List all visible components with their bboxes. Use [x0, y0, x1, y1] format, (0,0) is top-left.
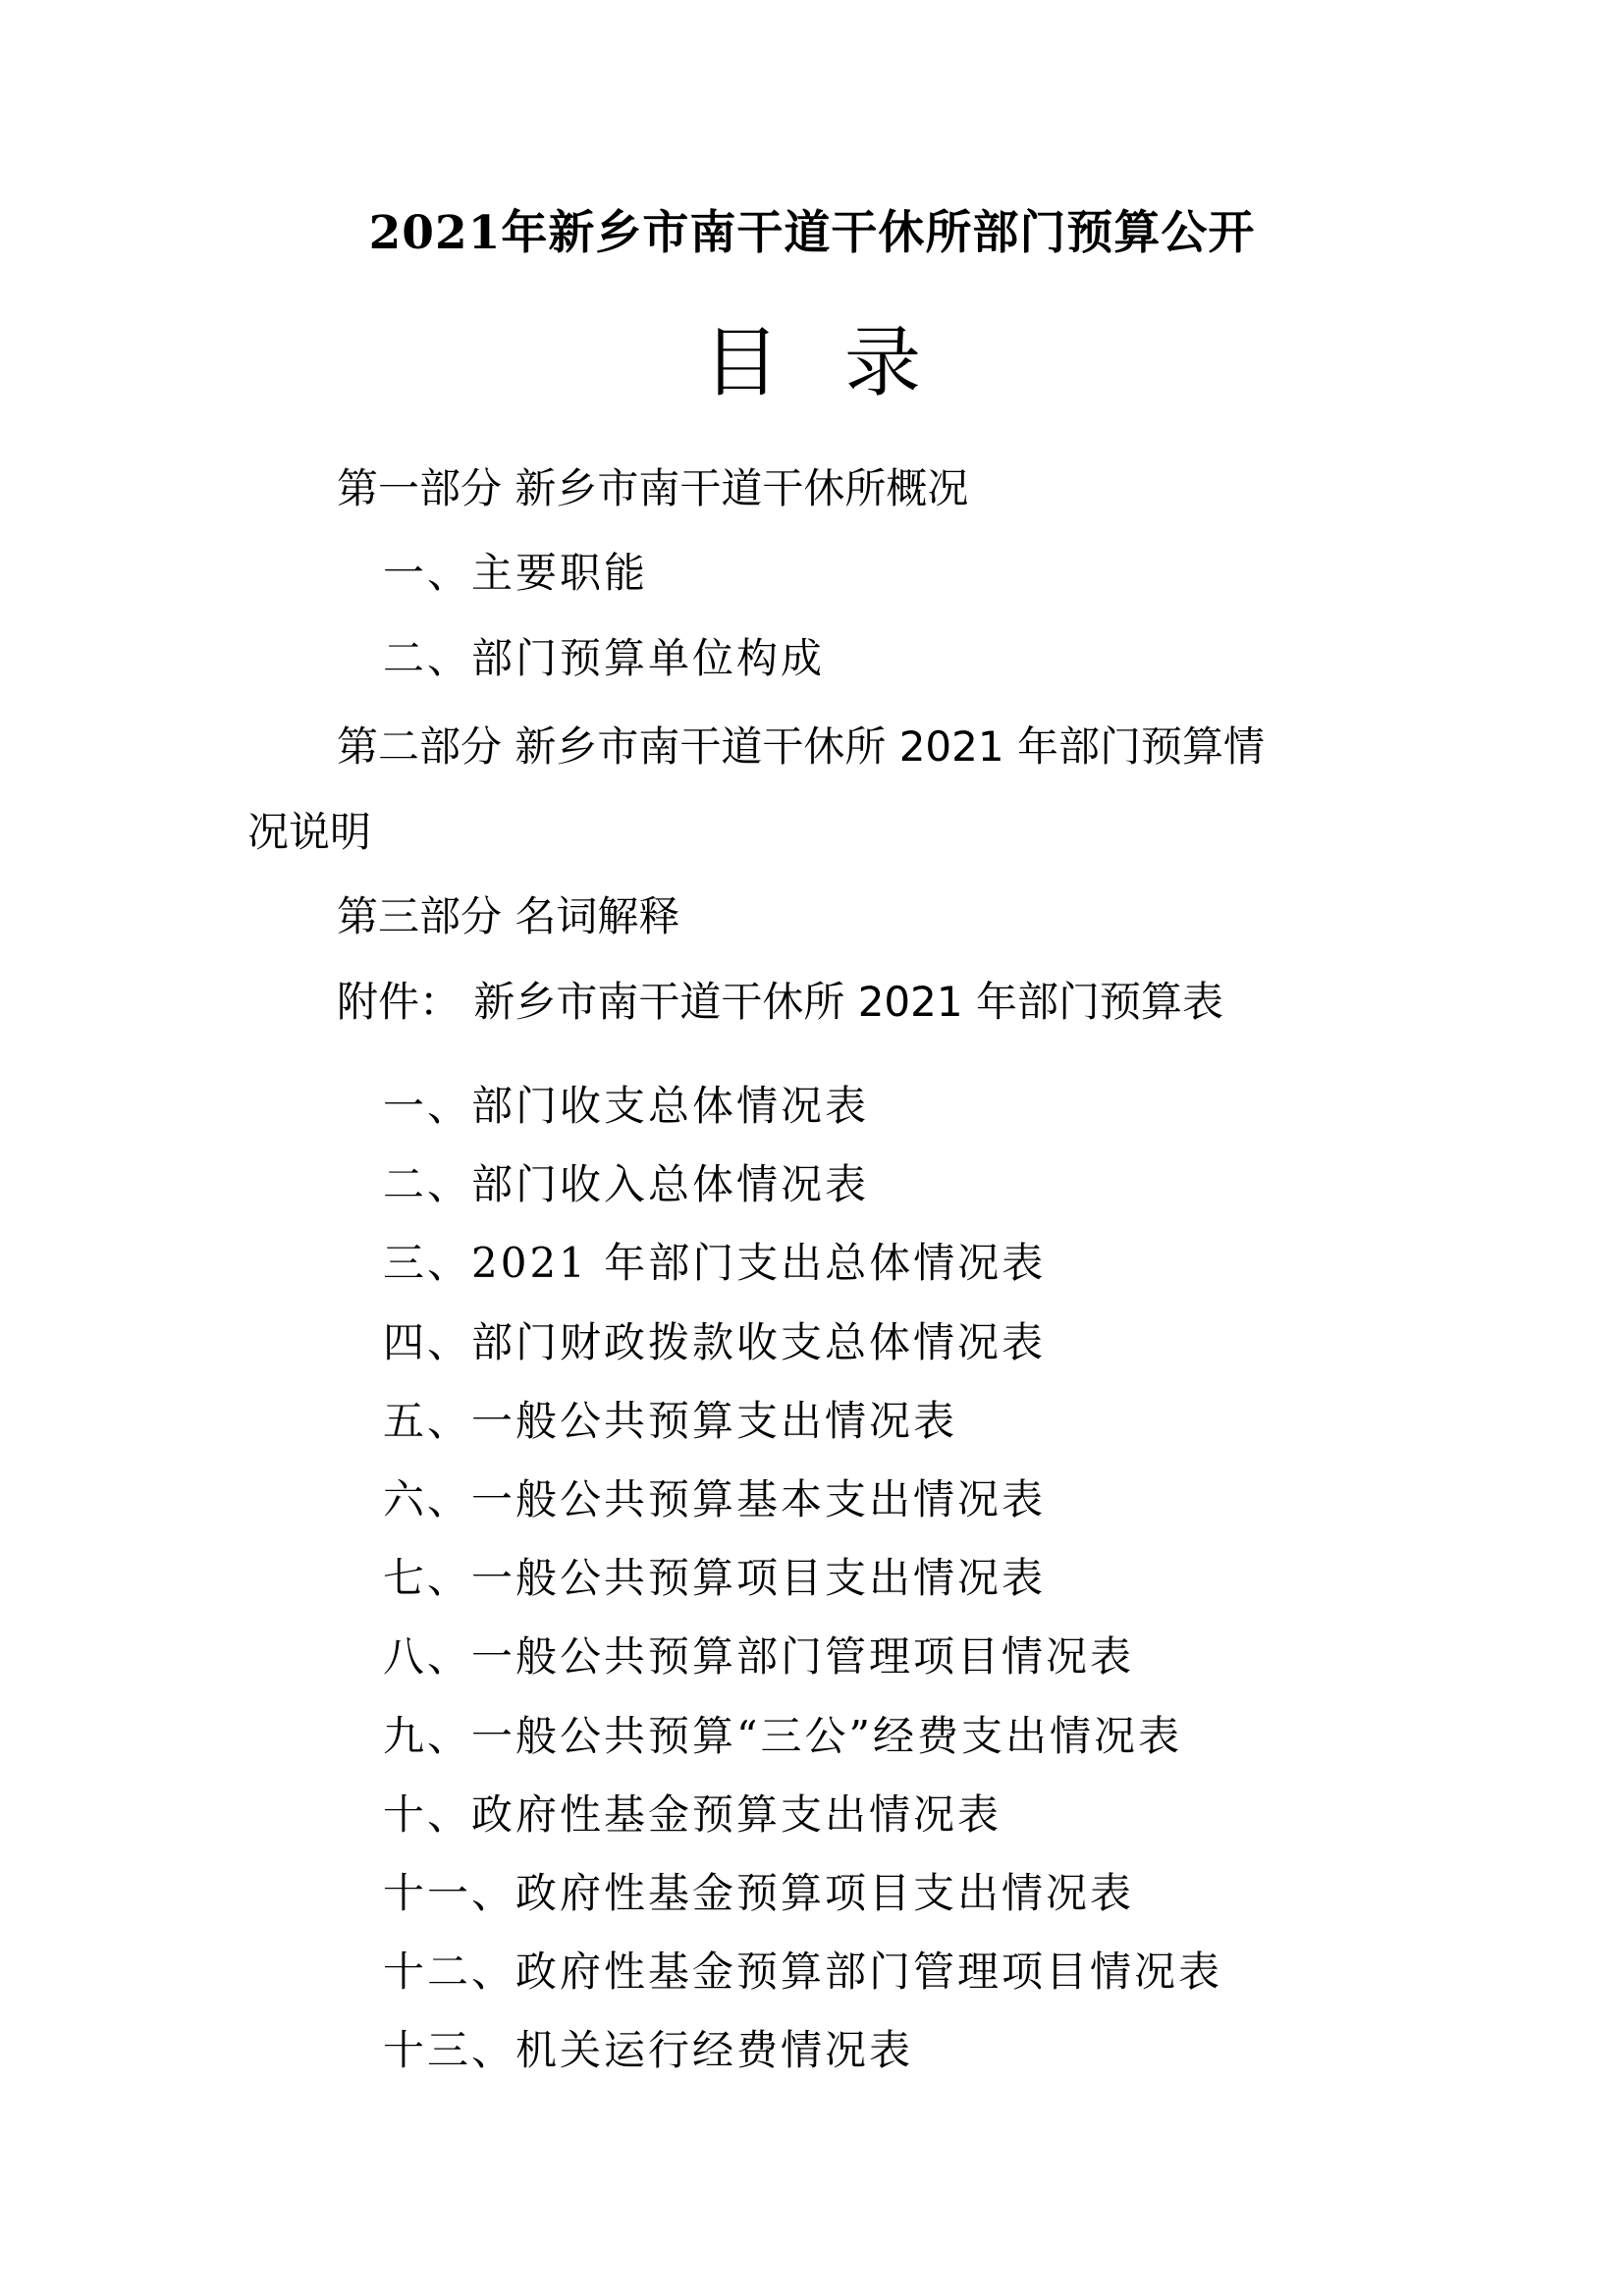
- annex-item: 二、部门收入总体情况表: [383, 1160, 870, 1208]
- part-three-heading: 第三部分 名词解释: [337, 892, 680, 940]
- annex-item: 五、一般公共预算支出情况表: [383, 1397, 958, 1445]
- part-two-heading-continued: 况说明: [247, 808, 372, 856]
- annex-heading: 附件： 新乡市南干道干休所 2021 年部门预算表: [337, 978, 1223, 1026]
- annex-item: 八、一般公共预算部门管理项目情况表: [383, 1632, 1135, 1681]
- part-two-heading: 第二部分 新乡市南干道干休所 2021 年部门预算情: [337, 722, 1265, 771]
- annex-item: 九、一般公共预算“三公”经费支出情况表: [383, 1712, 1182, 1760]
- part-one-item: 二、部门预算单位构成: [383, 634, 826, 682]
- annex-item: 十、政府性基金预算支出情况表: [383, 1790, 1002, 1839]
- annex-item: 三、2021 年部门支出总体情况表: [383, 1239, 1047, 1287]
- annex-item: 十二、政府性基金预算部门管理项目情况表: [383, 1948, 1223, 1996]
- toc-heading: 目录: [702, 319, 986, 407]
- annex-item: 一、部门收支总体情况表: [383, 1082, 870, 1130]
- annex-item: 十三、机关运行经费情况表: [383, 2026, 914, 2074]
- annex-item: 六、一般公共预算基本支出情况表: [383, 1475, 1047, 1523]
- part-one-item: 一、主要职能: [383, 549, 649, 597]
- annex-item: 七、一般公共预算项目支出情况表: [383, 1554, 1047, 1602]
- part-one-heading: 第一部分 新乡市南干道干休所概况: [337, 464, 969, 512]
- annex-item: 十一、政府性基金预算项目支出情况表: [383, 1869, 1135, 1917]
- document-title: 2021年新乡市南干道干休所部门预算公开: [368, 206, 1256, 260]
- annex-item: 四、部门财政拨款收支总体情况表: [383, 1318, 1047, 1366]
